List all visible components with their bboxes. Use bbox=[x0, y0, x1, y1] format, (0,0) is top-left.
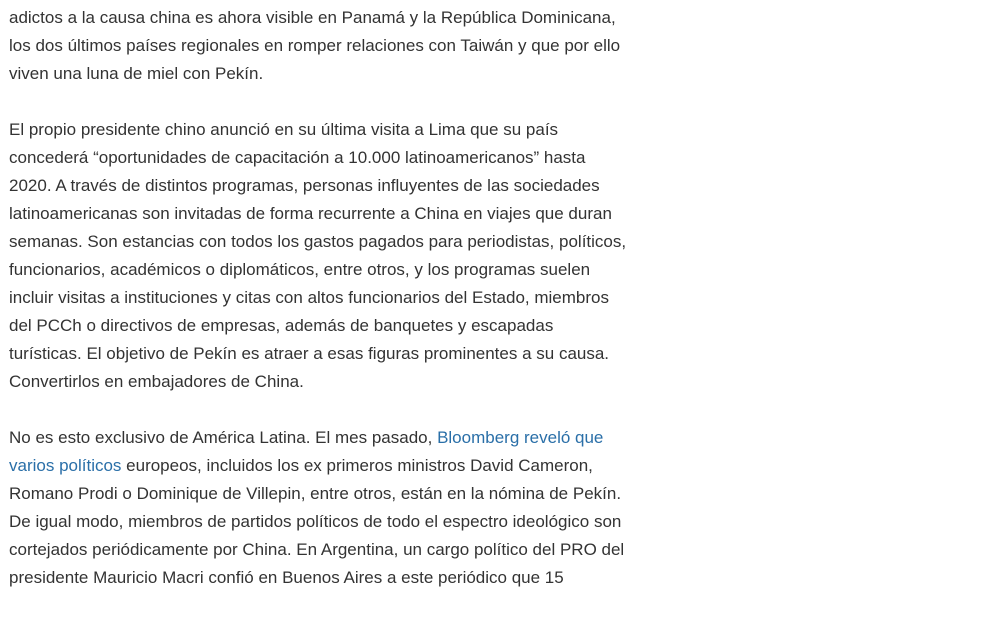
text-line: semanas. Son estancias con todos los gastos pagados para periodistas, políticos, bbox=[9, 232, 627, 251]
text-line: incluir visitas a instituciones y citas con altos funcionarios del Estado, miembros bbox=[9, 288, 609, 307]
text-line bbox=[9, 424, 659, 452]
text-segment: No es esto exclusivo de América Latina. El mes pasado, bbox=[9, 428, 438, 447]
text-line: adictos a la causa china es ahora visible en Panamá y la República Dominicana, bbox=[9, 8, 616, 27]
text-line: Romano Prodi o Dominique de Villepin, entre otros, están en la nómina de Pekín. bbox=[9, 484, 622, 503]
paragraph-3 bbox=[9, 424, 659, 592]
text-line: Convertirlos en embajadores de China. bbox=[9, 372, 304, 391]
text-line: funcionarios, académicos o diplomáticos, entre otros, y los programas suelen bbox=[9, 260, 591, 279]
text-line bbox=[9, 452, 659, 480]
text-line: concederá “oportunidades de capacitación a 10.000 latinoamericanos” hasta bbox=[9, 148, 586, 167]
article-body bbox=[9, 4, 659, 620]
bloomberg-link[interactable]: Bloomberg reveló que bbox=[437, 428, 604, 447]
paragraph-1 bbox=[9, 4, 659, 88]
text-line: El propio presidente chino anunció en su última visita a Lima que su país bbox=[9, 120, 559, 139]
text-line: del PCCh o directivos de empresas, además de banquetes y escapadas bbox=[9, 316, 554, 335]
text-segment: europeos, incluidos los ex primeros ministros David Cameron, bbox=[121, 456, 593, 475]
text-line: De igual modo, miembros de partidos políticos de todo el espectro ideológico son bbox=[9, 512, 622, 531]
bloomberg-link-continuation[interactable]: varios políticos bbox=[9, 456, 122, 475]
text-line: 2020. A través de distintos programas, personas influyentes de las sociedades bbox=[9, 176, 600, 195]
paragraph-2 bbox=[9, 116, 659, 396]
text-line: presidente Mauricio Macri confió en Buenos Aires a este periódico que 15 bbox=[9, 568, 564, 587]
text-line: cortejados periódicamente por China. En Argentina, un cargo político del PRO del bbox=[9, 540, 625, 559]
page-edge bbox=[975, 0, 993, 595]
text-line: viven una luna de miel con Pekín. bbox=[9, 64, 264, 83]
text-line: los dos últimos países regionales en romper relaciones con Taiwán y que por ello bbox=[9, 36, 621, 55]
text-line: turísticas. El objetivo de Pekín es atraer a esas figuras prominentes a su causa. bbox=[9, 344, 610, 363]
text-line: latinoamericanas son invitadas de forma recurrente a China en viajes que duran bbox=[9, 204, 612, 223]
